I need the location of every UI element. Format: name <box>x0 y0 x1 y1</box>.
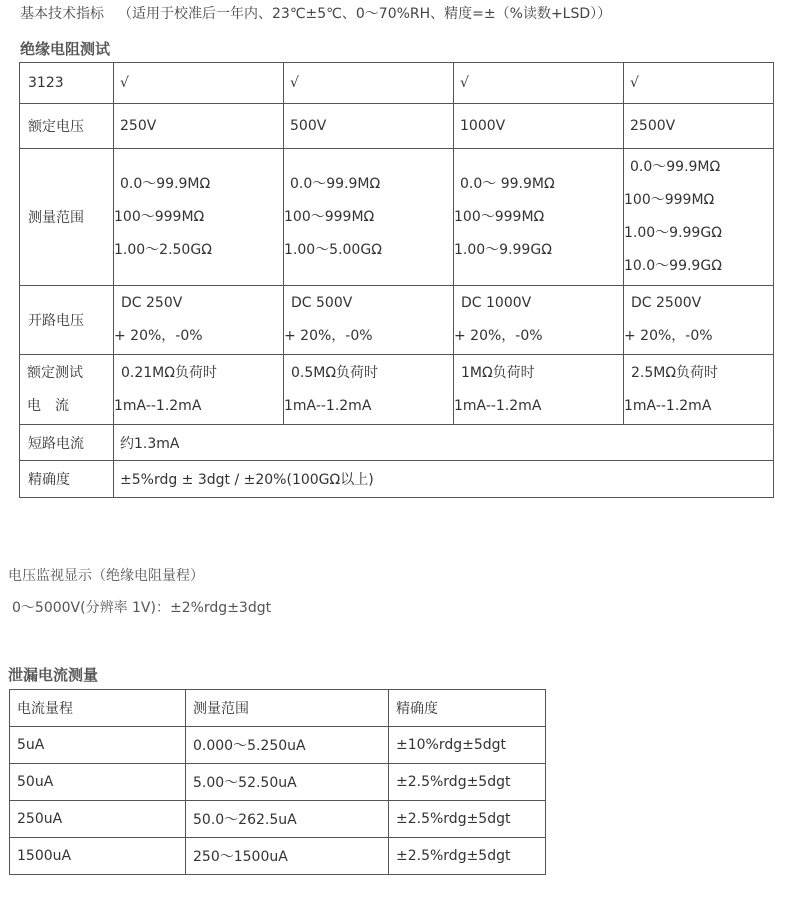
open-voltage-3-line-2: + 20%，-0% <box>454 328 543 344</box>
leakage-measure-cell: 5.00～52.50uA <box>186 764 389 801</box>
range-cell-1 <box>114 149 284 286</box>
range-3-line-1: 0.0～ 99.9MΩ <box>460 175 555 192</box>
leakage-range-cell: 1500uA <box>10 838 186 875</box>
open-voltage-4-line-2: + 20%，-0% <box>624 328 713 344</box>
table-row-range <box>20 149 774 286</box>
leakage-range-cell: 50uA <box>10 764 186 801</box>
leakage-header-accuracy: 精确度 <box>389 690 546 727</box>
open-voltage-2-line-2: + 20%，-0% <box>284 328 373 344</box>
spec-conditions: （适用于校准后一年内、23℃±5℃、0～70%RH、精度=±（%读数+LSD）） <box>118 6 612 22</box>
short-current-value: 约1.3mA <box>114 425 774 461</box>
model-check-2: √ <box>284 63 454 104</box>
table-row-rated-current <box>20 355 774 425</box>
range-4-line-3: 1.00～9.99GΩ <box>624 225 722 241</box>
accuracy-value: ±5%rdg ± 3dgt / ±20%(100GΩ以上) <box>114 461 774 498</box>
leakage-measure-cell: 250～1500uA <box>186 838 389 875</box>
rated-current-1-line-1: 0.21MΩ负荷时 <box>121 364 217 381</box>
open-voltage-cell-3 <box>454 286 624 355</box>
rated-current-cell-4 <box>624 355 774 425</box>
rated-current-4-line-2: 1mA--1.2mA <box>624 397 712 414</box>
table-row-rated-voltage <box>20 104 774 149</box>
table-row <box>10 801 546 838</box>
leakage-header-range: 电流量程 <box>10 690 186 727</box>
open-voltage-1-line-2: + 20%，-0% <box>114 328 203 344</box>
insulation-heading: 绝缘电阻测试 <box>20 40 111 58</box>
range-1-line-1: 0.0～99.9MΩ <box>120 175 211 192</box>
leakage-header-row <box>10 690 546 727</box>
spec-title: 基本技术指标 <box>20 6 104 22</box>
leakage-accuracy-cell: ±2.5%rdg±5dgt <box>389 801 546 838</box>
range-cell-2 <box>284 149 454 286</box>
rated-current-cell-2 <box>284 355 454 425</box>
model-check-4: √ <box>624 63 774 104</box>
range-cell-3 <box>454 149 624 286</box>
table-row-accuracy <box>20 461 774 498</box>
range-3-line-2: 100～999MΩ <box>454 208 545 225</box>
table-row-model <box>20 63 774 104</box>
range-4-line-4: 10.0～99.9GΩ <box>624 258 722 274</box>
open-voltage-1-line-1: DC 250V <box>121 295 183 311</box>
rated-voltage-3: 1000V <box>454 104 624 149</box>
rated-current-3-line-1: 1MΩ负荷时 <box>461 364 535 381</box>
range-1-line-2: 100～999MΩ <box>114 208 205 225</box>
rated-current-label <box>20 355 114 425</box>
voltage-monitor-value: 0～5000V(分辨率 1V)：±2%rdg±3dgt <box>12 600 272 616</box>
range-label: 测量范围 <box>20 149 114 286</box>
table-row-short-current <box>20 425 774 461</box>
leakage-measure-cell: 50.0～262.5uA <box>186 801 389 838</box>
range-2-line-2: 100～999MΩ <box>284 208 375 225</box>
rated-current-cell-1 <box>114 355 284 425</box>
rated-current-2-line-1: 0.5MΩ负荷时 <box>291 364 379 381</box>
table-row <box>10 838 546 875</box>
leakage-accuracy-cell: ±10%rdg±5dgt <box>389 727 546 764</box>
open-voltage-3-line-1: DC 1000V <box>461 295 532 311</box>
open-voltage-label: 开路电压 <box>20 286 114 355</box>
range-4-line-1: 0.0～99.9MΩ <box>630 159 721 175</box>
leakage-range-cell: 250uA <box>10 801 186 838</box>
model-check-3: √ <box>454 63 624 104</box>
table-row <box>10 727 546 764</box>
rated-current-2-line-2: 1mA--1.2mA <box>284 397 372 414</box>
open-voltage-2-line-1: DC 500V <box>291 295 353 311</box>
rated-current-3-line-2: 1mA--1.2mA <box>454 397 542 414</box>
rated-voltage-4: 2500V <box>624 104 774 149</box>
leakage-range-cell: 5uA <box>10 727 186 764</box>
rated-voltage-label: 额定电压 <box>20 104 114 149</box>
rated-current-4-line-1: 2.5MΩ负荷时 <box>631 364 719 381</box>
leakage-table <box>9 689 546 875</box>
leakage-measure-cell: 0.000～5.250uA <box>186 727 389 764</box>
range-cell-4 <box>624 149 774 286</box>
rated-current-label-line-2: 电 流 <box>27 397 69 414</box>
rated-voltage-1: 250V <box>114 104 284 149</box>
table-row-open-voltage <box>20 286 774 355</box>
leakage-header-measure: 测量范围 <box>186 690 389 727</box>
rated-current-cell-3 <box>454 355 624 425</box>
table-row <box>10 764 546 801</box>
spec-line <box>20 3 611 23</box>
short-current-label: 短路电流 <box>20 425 114 461</box>
open-voltage-cell-2 <box>284 286 454 355</box>
open-voltage-4-line-1: DC 2500V <box>631 295 702 311</box>
range-2-line-3: 1.00～5.00GΩ <box>284 241 382 258</box>
open-voltage-cell-1 <box>114 286 284 355</box>
voltage-monitor-title: 电压监视显示（绝缘电阻量程） <box>8 568 204 584</box>
rated-current-1-line-2: 1mA--1.2mA <box>114 397 202 414</box>
model-check-1: √ <box>114 63 284 104</box>
insulation-spec-table <box>19 62 774 498</box>
range-3-line-3: 1.00～9.99GΩ <box>454 241 552 258</box>
rated-voltage-2: 500V <box>284 104 454 149</box>
range-1-line-3: 1.00～2.50GΩ <box>114 241 212 258</box>
leakage-accuracy-cell: ±2.5%rdg±5dgt <box>389 838 546 875</box>
range-4-line-2: 100～999MΩ <box>624 192 715 208</box>
leakage-heading: 泄漏电流测量 <box>8 666 99 684</box>
model-label: 3123 <box>20 63 114 104</box>
open-voltage-cell-4 <box>624 286 774 355</box>
leakage-accuracy-cell: ±2.5%rdg±5dgt <box>389 764 546 801</box>
accuracy-label: 精确度 <box>20 461 114 498</box>
rated-current-label-line-1: 额定测试 <box>27 364 83 381</box>
range-2-line-1: 0.0～99.9MΩ <box>290 175 381 192</box>
